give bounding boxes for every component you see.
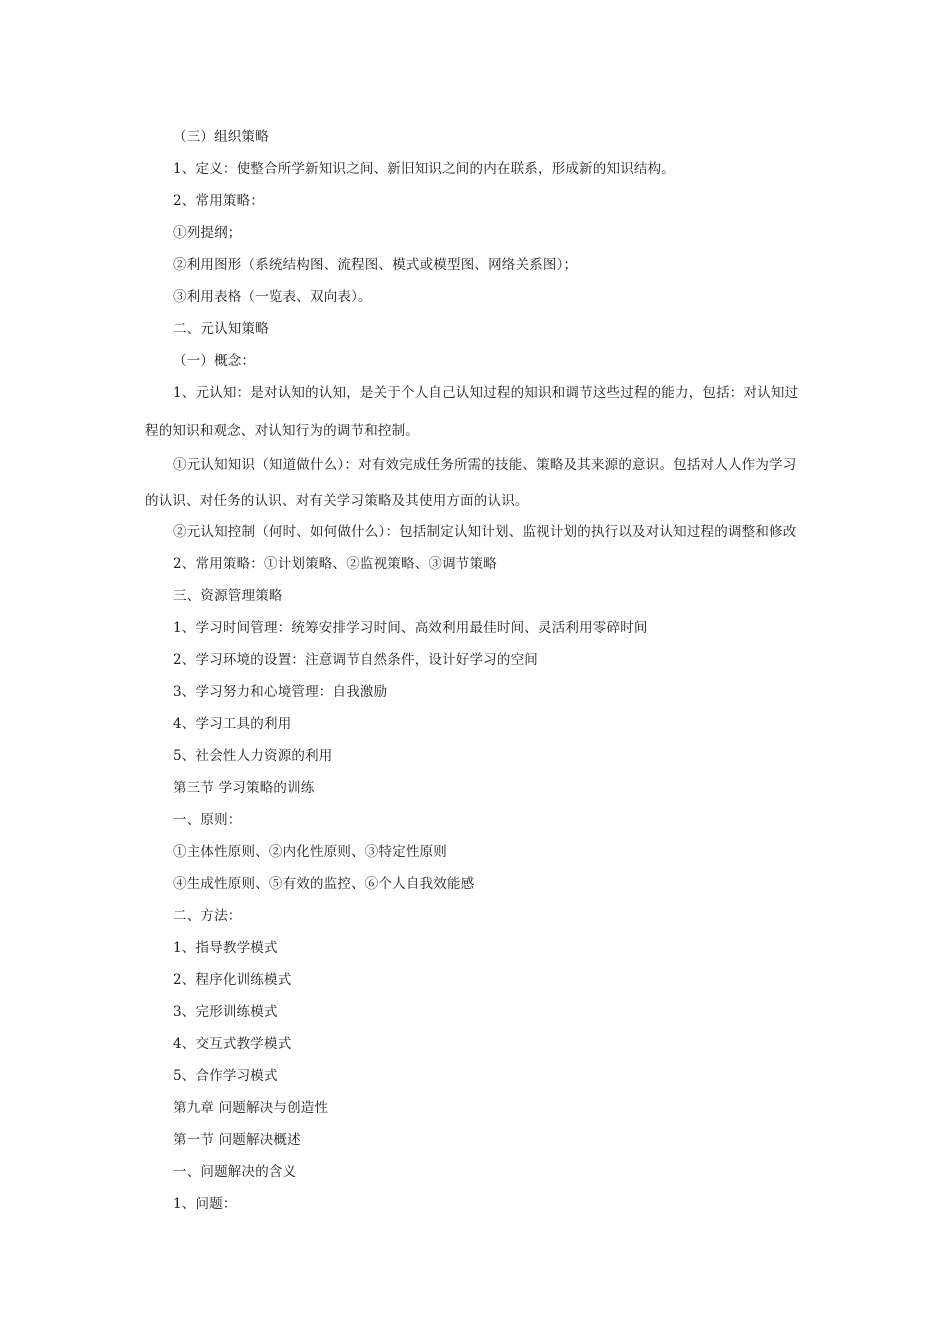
- list-item: ①主体性原则、②内化性原则、③特定性原则: [173, 844, 447, 860]
- list-item: 1、指导教学模式: [173, 940, 278, 956]
- section-heading: 第一节 问题解决概述: [173, 1132, 301, 1148]
- paragraph-line: 1、元认知：是对认知的认知，是关于个人自己认知过程的知识和调节这些过程的能力，包括：对认知过: [173, 385, 799, 401]
- paragraph-line: 2、常用策略：①计划策略、②监视策略、③调节策略: [173, 556, 497, 572]
- list-item: 4、交互式教学模式: [173, 1036, 292, 1052]
- paragraph-line-continued: 程的知识和观念、对认知行为的调节和控制。: [145, 423, 419, 439]
- list-item: 3、学习努力和心境管理：自我激励: [173, 684, 388, 700]
- list-item: ④生成性原则、⑤有效的监控、⑥个人自我效能感: [173, 876, 475, 892]
- paragraph-line: ②元认知控制（何时、如何做什么）：包括制定认知计划、监视计划的执行以及对认知过程的调整和修改: [173, 524, 797, 540]
- list-item: 1、学习时间管理：统筹安排学习时间、高效利用最佳时间、灵活利用零碎时间: [173, 620, 648, 636]
- list-item: ③利用表格（一览表、双向表）。: [173, 289, 372, 305]
- list-item: ①列提纲；: [173, 225, 242, 241]
- paragraph-line: ①元认知知识（知道做什么）：对有效完成任务所需的技能、策略及其来源的意识。包括对人人作为学习: [173, 457, 797, 473]
- list-item: 2、程序化训练模式: [173, 972, 292, 988]
- subsection-heading: 一、问题解决的含义: [173, 1164, 297, 1180]
- list-item: 3、完形训练模式: [173, 1004, 278, 1020]
- subsection-heading: 一、原则：: [173, 812, 242, 828]
- subsection-heading: （一）概念：: [173, 353, 256, 369]
- section-heading: 三、资源管理策略: [173, 588, 283, 604]
- list-item: 2、学习环境的设置：注意调节自然条件，设计好学习的空间: [173, 652, 538, 668]
- chapter-heading: 第九章 问题解决与创造性: [173, 1100, 329, 1116]
- paragraph-line: 1、定义：使整合所学新知识之间、新旧知识之间的内在联系，形成新的知识结构。: [173, 161, 675, 177]
- section-heading: 第三节 学习策略的训练: [173, 780, 315, 796]
- list-item: 4、学习工具的利用: [173, 716, 292, 732]
- subsection-heading: 二、方法：: [173, 908, 242, 924]
- section-heading: 二、元认知策略: [173, 321, 269, 337]
- paragraph-line-continued: 的认识、对任务的认识、对有关学习策略及其使用方面的认识。: [145, 493, 529, 509]
- section-heading: （三）组织策略: [173, 129, 269, 145]
- list-item: 5、社会性人力资源的利用: [173, 748, 333, 764]
- list-item: ②利用图形（系统结构图、流程图、模式或模型图、网络关系图）；: [173, 257, 578, 273]
- list-item: 1、问题：: [173, 1196, 237, 1212]
- list-item: 5、合作学习模式: [173, 1068, 278, 1084]
- paragraph-line: 2、常用策略：: [173, 193, 264, 209]
